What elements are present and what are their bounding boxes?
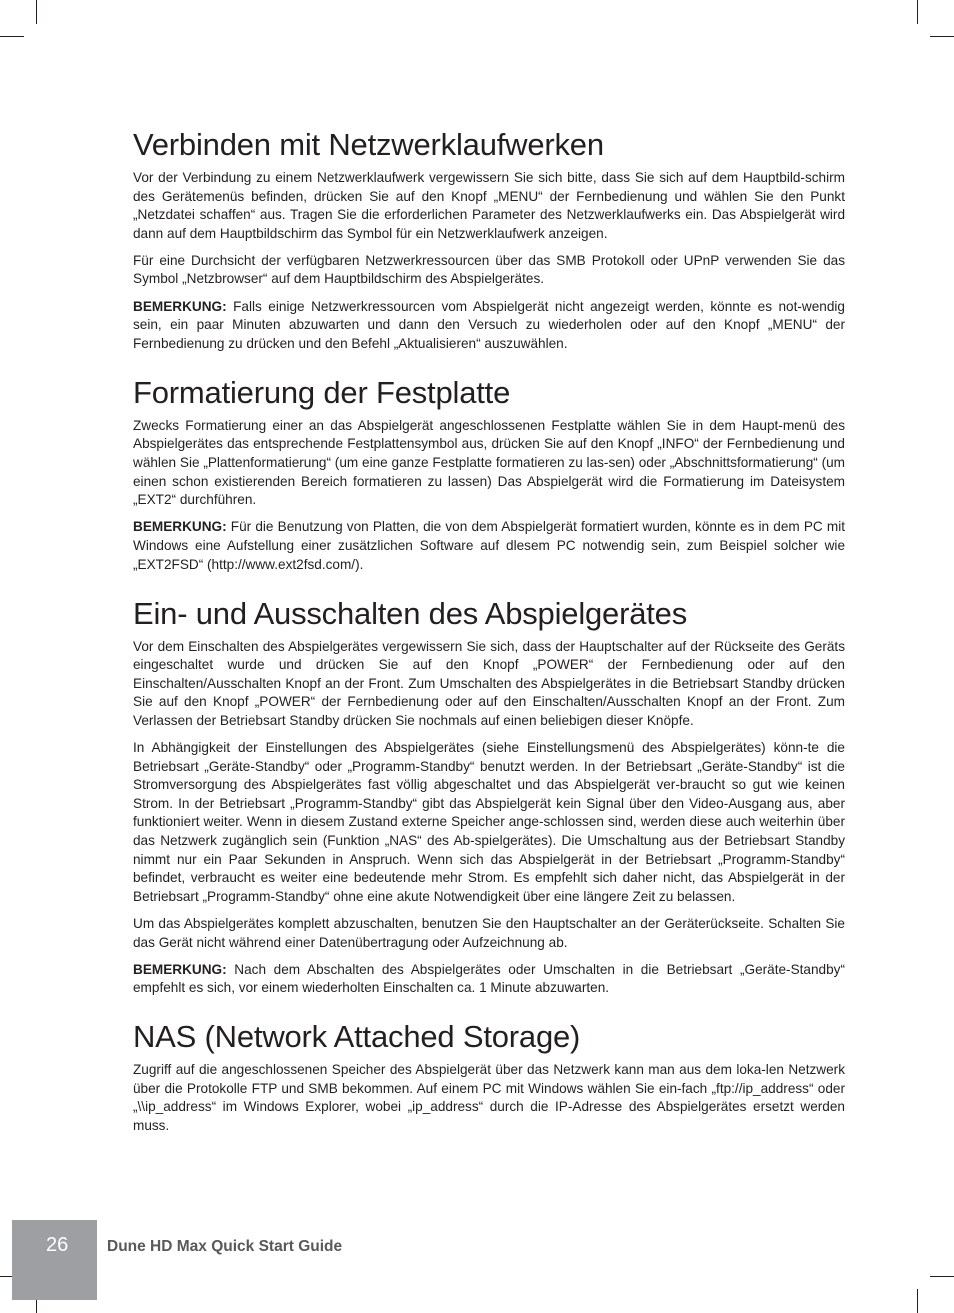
crop-mark-top-right-h <box>930 36 954 37</box>
page-number-box <box>12 1220 97 1300</box>
paragraph: In Abhängigkeit der Einstellungen des Abspielgerätes (siehe Einstellungsmenü des Abspielgerätes) könn-te die Betriebsart „Geräte-Standby“ oder „Programm-Standby“ benutzt werden. In der Betriebsart „Geräte-Standby“ ist die Stromversorgung des Abspielgerätes fast völlig abgeschaltet und das Abspielgerät ver-braucht so gut wie keinen Strom. In der Betriebsart „Programm-Standby“ gibt das Abspielgerät kein Signal über den Video-Ausgang aus, aber funktioniert weiter. Wenn in diesem Zustand externe Speicher ange-schlossen sind, werden diese auch weiterhin über das Netzwerk zugänglich sein (Funktion „NAS“ des Ab-spielgerätes). Die Umschaltung aus der Betriebsart Standby nimmt nur ein Paar Sekunden in Anspruch. Wenn sich das Abspielgerät in der Betriebsart „Programm-Standby“ befindet, verbraucht es weiter eine bedeutende mehr Strom. Es empfehlt sich daher nicht, das Abspielgerät in der Betriebsart „Programm-Standby“ ohne eine akute Notwendigkeit über eine längere Zeit zu belassen. <box>133 740 845 904</box>
crop-mark-bottom-right-v <box>917 1289 918 1313</box>
note-text: Falls einige Netzwerkressourcen vom Abspielgerät nicht angezeigt werden, könnte es not-wendig sein, ein paar Minuten abzuwarten und dann den Versuch zu wiederholen oder auf den Knopf „MENU“ der Fernbedienung zu drücken und den Befehl „Aktualisieren“ auszuwählen. <box>133 298 845 351</box>
note-label: BEMERKUNG: <box>133 961 227 977</box>
note-label: BEMERKUNG: <box>133 298 227 314</box>
section-title-nas: NAS (Network Attached Storage) <box>133 1019 581 1055</box>
crop-mark-bottom-right-h <box>930 1276 954 1277</box>
paragraph: Vor dem Einschalten des Abspielgerätes vergewissern Sie sich, dass der Hauptschalter auf der Rückseite des Geräts eingeschaltet wurde und drücken Sie auf den Knopf „POWER“ der Fernbedienung oder auf den Einschalten/Ausschalten Knopf an der Front. Zum Umschalten des Abspielgerätes in die Betriebsart Standby drücken Sie auf den Knopf „POWER“ der Fernbedienung oder auf den Einschalten/Ausschalten Knopf an der Front. Zum Verlassen der Betriebsart Standby drücken Sie nochmals auf einen beliebigen dieser Knöpfe. <box>133 638 845 728</box>
crop-mark-top-left-h <box>0 36 24 37</box>
note-text: Für die Benutzung von Platten, die von dem Abspielgerät formatiert wurden, könnte es in dem PC mit Windows eine Aufstellung einer zusätzlichen Software auf dlesem PC notwendig sein, zum Beispiel solcher wie „EXT2FSD“ (http://www.ext2fsd.com/). <box>133 519 845 572</box>
crop-mark-top-left-v <box>36 0 37 24</box>
page-content <box>133 127 845 1144</box>
note-paragraph <box>133 961 845 998</box>
section-title-network-drives: Verbinden mit Netzwerklaufwerken <box>133 127 604 162</box>
paragraph: Zwecks Formatierung einer an das Abspielgerät angeschlossenen Festplatte wählen Sie in dem Haupt-menü des Abspielgerätes das entsprechende Festplattensymbol aus, drücken Sie auf den Knopf „INFO“ der Fernbedienung und wählen Sie „Plattenformatierung“ (um eine ganze Festplatte formatieren zu las-sen) oder „Abschnittsformatierung“ (um einen schon existierenden Bereich formatieren zu lassen) Das Abspielgerät wird die Formatierung im Dateisystem „EXT2“ durchführen. <box>133 417 845 508</box>
section-title-disk-format: Formatierung der Festplatte <box>133 374 511 410</box>
section-title-power: Ein- und Ausschalten des Abspielgerätes <box>133 595 688 631</box>
crop-mark-top-right-v <box>917 0 918 24</box>
paragraph: Für eine Durchsicht der verfügbaren Netzwerkressourcen über das SMB Protokoll oder UPnP verwenden Sie das Symbol „Netzbrowser“ auf dem Hauptbildschirm des Abspielgerätes. <box>133 252 845 287</box>
note-label: BEMERKUNG: <box>133 519 227 535</box>
footer-guide-title: Dune HD Max Quick Start Guide <box>107 1238 343 1255</box>
note-paragraph <box>133 518 845 574</box>
note-paragraph <box>133 298 845 354</box>
paragraph: Um das Abspielgerätes komplett abzuschalten, benutzen Sie den Hauptschalter an der Geräterückseite. Schalten Sie das Gerät nicht während einer Datenübertragung oder Aufzeichnung ab. <box>133 915 845 950</box>
paragraph: Vor der Verbindung zu einem Netzwerklaufwerk vergewissern Sie sich bitte, dass Sie sich auf dem Hauptbild-schirm des Gerätemenüs befinden, drücken Sie auf den Knopf „MENU“ der Fernbedienung und wählen Sie den Punkt „Netzdatei schaffen“ aus. Tragen Sie die erforderlichen Parameter des Netzwerklaufwerks ein. Das Abspielgerät wird dann auf dem Hauptbildschirm das Symbol für ein Netzwerklaufwerk anzeigen. <box>133 170 845 241</box>
paragraph: Zugriff auf die angeschlossenen Speicher des Abspielgerät über das Netzwerk kann man aus dem loka-len Netzwerk über die Protokolle FTP und SMB bekommen. Auf einem PC mit Windows wählen Sie ein-fach „ftp://ip_address“ oder „\\ip_address“ im Windows Explorer, wobei „ip_address“ durch die IP-Adresse des Abspielgerätes ersetzt werden muss. <box>133 1062 845 1134</box>
page-number: 26 <box>46 1234 69 1256</box>
note-text: Nach dem Abschalten des Abspielgerätes oder Umschalten in die Betriebsart „Geräte-Standby“ empfehlt es sich, vor einem wiederholten Einschalten ca. 1 Minute abzuwarten. <box>133 961 845 996</box>
